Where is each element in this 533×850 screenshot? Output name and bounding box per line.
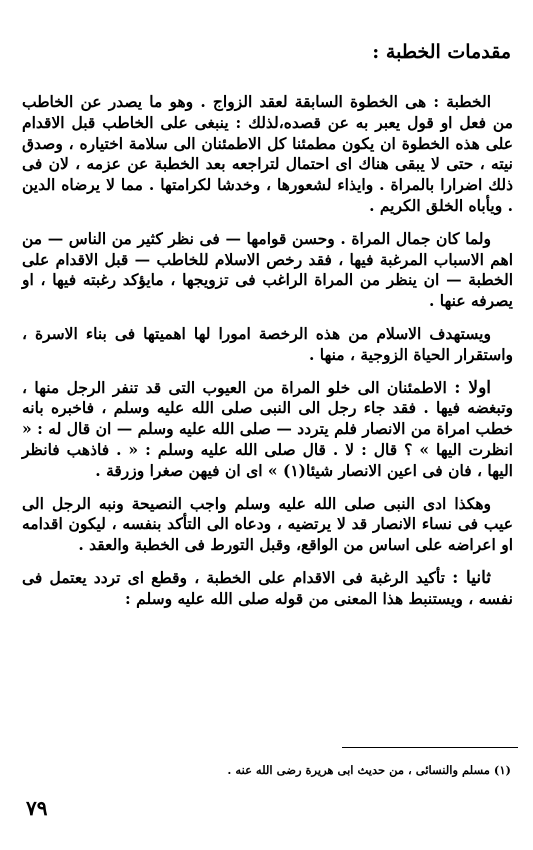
body-text [22, 92, 513, 622]
paragraph-lead: ثانيا : [452, 567, 491, 588]
paragraph-text: ويستهدف الاسلام من هذه الرخصة امورا لها اهميتها فى بناء الاسرة ، واستقرار الحياة الزوجية ، منها . [22, 323, 513, 364]
paragraph [22, 494, 513, 556]
paragraph [22, 229, 513, 312]
paragraph-lead: اولا : [454, 377, 491, 398]
paragraph-text: الاطمئنان الى خلو المراة من العيوب التى قد تنفر الرجل منها ، وتبغضه فيها . فقد جاء رجل الى النبى صلى الله عليه وسلم ، فاخبره بانه خطب امراة من الانصار فلم يتردد — صلى الله عليه وسلم — ان قال له : « انظرت اليها » ؟ قال : لا . قال صلى الله عليه وسلم : « . فاذهب فانظر اليها ، فان فى اعين الانصار شيئا(١) » اى ان فيهن صغرا وزرقة . [22, 377, 513, 480]
paragraph-text: ولما كان جمال المراة . وحسن قوامها — فى نظر كثير من الناس — من اهم الاسباب المرغبة فيها ، فقد رخص الاسلام للخاطب — قبل الاقدام على الخطبة — ان ينظر من المراة الراغب فى تزويجها ، مايؤكد رغبته فيها ، او يصرفه عنها . [22, 228, 513, 311]
page-number: ٧٩ [26, 796, 48, 820]
paragraph-text: وهكذا ادى النبى صلى الله عليه وسلم واجب النصيحة ونبه الرجل الى عيب فى نساء الانصار قد لا يرتضيه ، ودعاه الى التأكد بنفسه ، ليكون اقدامه او اعراضه على اساس من الواقع، وقبل التورط فى الخطبة والعقد . [22, 493, 513, 555]
paragraph [22, 324, 513, 366]
paragraph [22, 92, 513, 217]
paragraph [22, 378, 513, 482]
section-heading: مقدمات الخطبة : [372, 41, 511, 63]
paragraph-text: تأكيد الرغبة فى الاقدام على الخطبة ، وقطع اى تردد يعتمل فى نفسه ، ويستنبط هذا المعنى من قوله صلى الله عليه وسلم : [22, 567, 513, 608]
paragraph [22, 568, 513, 610]
footnote-divider [342, 747, 518, 748]
paragraph-text: الخطبة : هى الخطوة السابقة لعقد الزواج . وهو ما يصدر عن الخاطب من فعل او قول يعبر به عن قصده،لذلك : ينبغى على الخاطب قبل الاقدام على هذه الخطوة ان يكون مطمئنا كل الاطمئنان الى سلامة اختياره ، وصدق نيته ، حتى لا يبقى هناك اى احتمال لتراجعه بعد الخطبة عن عزمه ، لان فى ذلك اضرارا بالمراة . وايذاء لشعورها ، وخدشا لكرامتها . مما لا يرضاه الدين . ويأباه الخلق الكريم . [22, 92, 513, 215]
footnote: (١) مسلم والنسائى ، من حديث ابى هريرة رضى الله عنه . [227, 763, 511, 777]
